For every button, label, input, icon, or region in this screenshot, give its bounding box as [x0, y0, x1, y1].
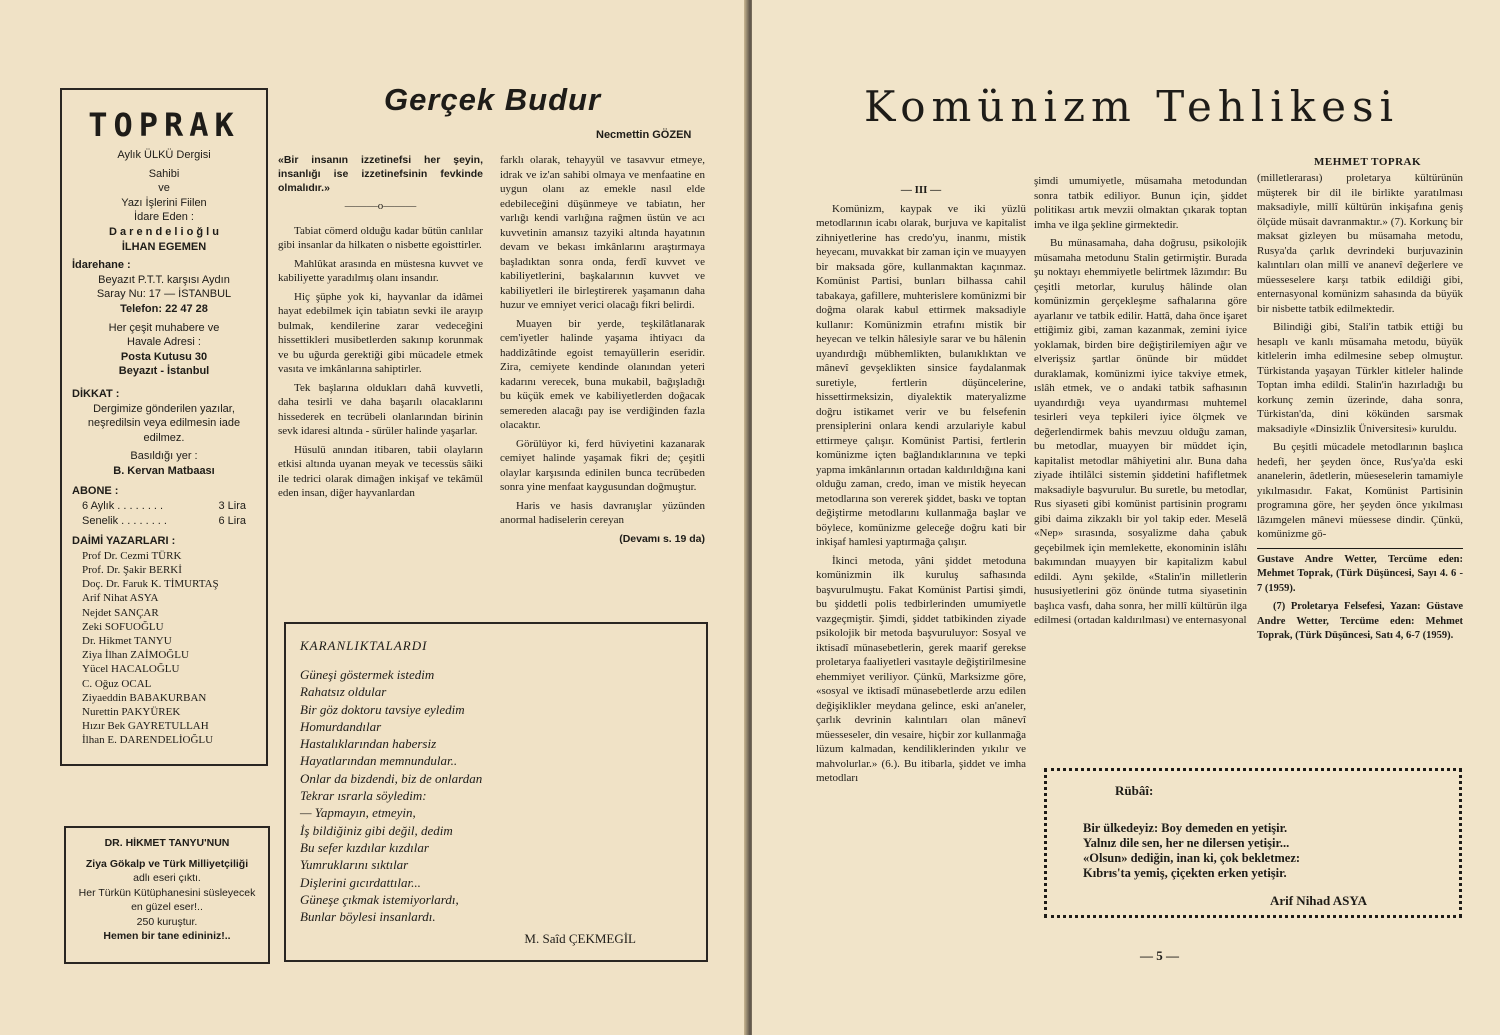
ad-line: Her Türkün Kütüphanesini süsleyecek en güzel eser!..	[78, 886, 256, 913]
ad-line: Ziya Gökalp ve Türk Milliyetçiliği	[85, 857, 249, 870]
article-column-2	[500, 153, 705, 546]
paragraph: Bilindiği gibi, Stali'in tatbik ettiği bu hesaplı ve kanlı müsamaha metodu, büyük kitlelerin imha edilmesine sebep olmuştur. Türkistanda yaşayan Türkler kitleler halinde Toptan imha edildi. Stalin'in hazırladığı bu korkunç zemin üzerinde, daha sonra, Türkistan'da, dini kökünden sarsmak maksadiyle «Dinsizlik Üniversitesi» kuruldu.	[1257, 321, 1463, 435]
rubai-line: «Olsun» dediğin, inan ki, çok bekletmez:	[1083, 851, 1301, 865]
article-epigraph: «Bir insanın izzetinefsi her şeyin, insanlığı ise izzetinefsinin fevkinde olmalıdır.»	[278, 154, 483, 194]
paragraph: Mahlûkat arasında en müstesna kuvvet ve kabiliyette yaradılmış olanı insandır.	[278, 257, 483, 284]
paragraph: Komünizm, kaypak ve iki yüzlü metodlarının icabı olarak, burjuva ve kapitalist zihniyetlerine has credo'yu, inanmı, mistik heyecanı, muvakkat bir zaman için ve muayyen bir maksada göre, kullanmaktan kaçınmaz. Komünist Partisi, bunları bilhassa cahil tabakaya, gafillere, muhterislere komünizmi bir doğma olarak kabul ettirmek maksadiyle kullanır: Komünizmin etrafını mistik bir heyecan ve telkin hâlesiyle sarar ve bu hâlenin uyandırdığı mübhemlikten, bulanıklıktan ve mânevî gevşeklikten sinsice faydalanmak suretiyle, fertlerin düşüncelerine, hissettirmeksizin, diyalektik materyalizme doğru istikamet verir ve bu felsefenin prensiplerini onlara kendi arzulariyle kabul ettirmeye çalışır. Komünist Partisi, fertlerin komünizme içten bağlandıklarınına ve tepki yapma imkânlarının ortadan kaldırıldığına kani olduğu zaman, credo, iman ve mistik heyecan metodlarına son vererek şiddet, baskı ve toptan değiştirme metodlarını kullanmağa başlar ve böylece, komünizme geleceğe doğru kati bir inkişaf hamlesi yaptırmağa çalışır.	[816, 202, 1026, 548]
footnote-rule	[1257, 548, 1463, 549]
writers-list	[72, 549, 256, 748]
footnote: Gustave Andre Wetter, Tercüme eden: Mehmet Toprak, (Türk Düşüncesi, Sayı 4. 6 - 7 (1959).	[1257, 553, 1463, 594]
poem-line: Rahatsız oldular	[300, 684, 387, 700]
poem-line: Bu sefer kızdılar kızdılar	[300, 839, 429, 855]
poem-line: Hayatlarından memnundular..	[300, 753, 458, 769]
page-number: — 5 —	[1140, 948, 1179, 963]
article-author: MEHMET TOPRAK	[1314, 156, 1422, 168]
subscription-price: 6 Lira	[218, 514, 246, 527]
postal-line: Posta Kutusu 30	[120, 350, 208, 363]
subscription-row	[72, 514, 256, 529]
masthead-subtitle: Aylık ÜLKÜ Dergisi	[117, 149, 211, 161]
poem-line: İş bildiğiniz gibi değil, dedim	[300, 822, 453, 838]
article-title: Gerçek Budur	[384, 82, 602, 117]
writer-name: Prof. Dr. Şakir BERKİ	[82, 564, 182, 577]
office-heading: İdarehane :	[72, 259, 131, 272]
paragraph: şimdi umumiyetle, müsamaha metodundan sonra tatbik ediliyor. Bunun için, şiddet politikası artık mevzii olmaktan çıkarak toptan imha ve ilga şekline girmektedir.	[1034, 175, 1247, 231]
left-page	[0, 0, 748, 1035]
paragraph: (milletlerarası) proletarya kültürünün müşterek bir dil ile birlikte yaratılması maksadiyle, millî kültürün inkişafına geniş ölçüde müsait davranmaktır.» (7). Korkunç bir maksat gizleyen bu müsamaha metodu, Rusya'da çarlık devrindeki burjuvazinin kalıntıları olan millî ve ananevî değerlere ve müesseselere karşı tatbik edildiği gibi, enternasyonal komünizm sahasında da büyük bir nisbette tatbik edilmektedir.	[1257, 172, 1463, 315]
paragraph: Bu çeşitli mücadele metodlarının başlıca hedefi, her şeyden önce, Rus'ya'da eski ananelerin, âdetlerin, müeseselerin tamamiyle yıkılmasıdır. Fakat, Komünist Partisinin programına göre, her şeyden önce yıkılması lâzımgelen mânevi müessese dindir. Çünkü, komünizme gö-	[1257, 441, 1463, 540]
owner-line: D a r e n d e l i o ğ l u	[108, 225, 220, 238]
article-column-1	[278, 153, 483, 505]
article-column-3	[1257, 171, 1463, 644]
printer-name: B. Kervan Matbaası	[113, 464, 215, 477]
paragraph: Tabiat cömerd olduğu kadar bütün canlılar gibi insanlar da hilkaten o nisbette egoisttirler.	[278, 224, 483, 251]
subscription-label: Senelik . . . . . . . .	[82, 514, 167, 527]
paragraph: Hiç şüphe yok ki, hayvanlar da idâmei hayat edebilmek için tabiatın sevki ile arayıp bulmak, kendilerine zarar vedeceğini hissettikleri musibetlerden sakınıp korunmak ve bu uğurda gerektiği gibi mücadele etmek vasıta ve imkânlarına sahiptirler.	[278, 290, 483, 375]
poem-title: KARANLIKTALARDI	[300, 638, 428, 653]
office-line: Beyazıt P.T.T. karşısı Aydın	[98, 273, 230, 286]
footnote: (7) Proletarya Felsefesi, Yazan: Güstave Andre Wetter, Tercüme eden: Mehmet Toprak, (Türk Düşüncesi, Satı 4, 6-7 (1959).	[1257, 601, 1463, 641]
poem-line: Hastalıklarından habersiz	[300, 736, 437, 752]
owner-block	[72, 167, 256, 255]
continued-note: (Devamı s. 19 da)	[619, 532, 705, 545]
writer-name: C. Oğuz OCAL	[82, 677, 152, 690]
ad-title: DR. HİKMET TANYU'NUN	[104, 837, 230, 849]
postal-line: Her çeşit muhabere ve	[108, 321, 220, 334]
poem-line: Dişlerini gıcırdattılar...	[300, 874, 421, 890]
masthead-title: TOPRAK	[88, 106, 240, 144]
writer-name: Prof Dr. Cezmi TÜRK	[82, 549, 182, 562]
rubai-line: Kıbrıs'ta yemiş, çiçekten erken yetişir.	[1083, 866, 1287, 880]
writer-name: İlhan E. DARENDELİOĞLU	[82, 734, 214, 747]
ad-line: adlı eseri çıktı.	[133, 872, 201, 884]
paragraph: farklı olarak, tehayyül ve tasavvur etmeye, idrak ve iz'an sahibi olmaya ve menfaatine en uygun olanı az emekle nasıl elde edebileceğini düşünmeye ve tabiatın, her varlığı kendi varlığına rağmen üstün ve acı kuvvetinin amansız tazyiki altında hayatının devam ve bekası imkânlarını araştırmaya başladıktan sonra onda, ferdî kuvvet ve kabiliyetlerini, başkalarının kuvvet ve kabiliyetleri ile birleştirerek yaşamanın daha huzur ve emniyet verici olacağı fikri belirdi.	[500, 154, 705, 311]
writer-name: Arif Nihat ASYA	[82, 592, 159, 605]
article-title: Komünizm Tehlikesi	[864, 82, 1400, 131]
office-line: Saray Nu: 17 — İSTANBUL	[96, 288, 232, 301]
subscription-row	[72, 499, 256, 514]
printer-label: Basıldığı yer :	[130, 450, 198, 463]
poem-line: — Yapmayın, etmeyin,	[300, 805, 416, 821]
poem-box	[284, 622, 708, 962]
article-author: Necmettin GÖZEN	[596, 129, 692, 141]
writer-name: Nurettin PAKYÜREK	[82, 706, 181, 719]
notice-heading: DİKKAT :	[72, 387, 120, 400]
ad-line: 250 kuruştur.	[136, 915, 198, 928]
subscription-price: 3 Lira	[218, 500, 246, 513]
article-column-2	[1034, 174, 1247, 632]
paragraph: Tek başlarına oldukları dahâ kuvvetli, daha tesirli ve daha başarılı olacaklarını hissederek en tecrübeli olanlarından birinin sevk idaresi altında - sürüler halinde yaşarlar.	[278, 381, 483, 437]
rubai-line: Yalnız dile sen, her ne dilersen yetişir...	[1083, 836, 1290, 850]
postal-block	[72, 321, 256, 379]
poem-line: Bunlar böylesi insanlardı.	[300, 909, 436, 925]
poem-line: Onlar da bizdendi, biz de onlardan	[300, 770, 483, 786]
poem-author: M. Saîd ÇEKMEGİL	[524, 931, 636, 947]
rubai-title: Rübâî:	[1115, 783, 1154, 798]
poem-line: Güneşi göstermek istedim	[300, 667, 435, 682]
poem-line: Güneşe çıkmak istemiyorlardı,	[300, 891, 459, 907]
writer-name: Dr. Hikmet TANYU	[82, 635, 172, 648]
paragraph: Haris ve hasis davranışlar yüzünden anormal hadiselerin cereyan	[500, 499, 705, 526]
writer-name: Hızır Bek GAYRETULLAH	[82, 720, 209, 733]
rubai-line: Bir ülkedeyiz: Boy demeden en yetişir.	[1083, 821, 1288, 835]
writers-heading: DAİMİ YAZARLARI :	[72, 535, 176, 548]
rubai-box	[1044, 768, 1462, 918]
paragraph: Hüsulü anından itibaren, tabii olayların etkisi altında uyanan meyak ve tecessüs sâiki ile tedrici olarak dimağen inkişaf ve tekâmül eden insan, diğer hayvanlardan	[278, 443, 483, 499]
writer-name: Ziyaeddin BABAKURBAN	[82, 691, 207, 704]
ad-line: Hemen bir tane edininiz!..	[103, 930, 231, 942]
right-page	[752, 0, 1500, 1035]
notice-text: Dergimize gönderilen yazılar, neşredilsin veya edilmesin iade edilmez.	[87, 402, 241, 444]
poem-line: Yumruklarını sıktılar	[300, 857, 409, 873]
paragraph: Görülüyor ki, ferd hüviyetini kazanarak cemiyet halinde yaşamak fikri de; çeşitli olaylar karşısında edinilen bunca tecrübeden sonra yine menfaat kaygusundan doğmuştur.	[500, 437, 705, 493]
owner-line: Yazı İşlerini Fiilen	[121, 196, 207, 209]
section-number: — III —	[900, 184, 942, 196]
paragraph: Bu münasamaha, daha doğrusu, psikolojik müsamaha metodunu Stalin getirmiştir. Burada şu noktayı ehemmiyetle belirtmek lâzımdır: Bu çeşitli metorlar, kuruluş hâlinde olan komünizmin gerçekleşme safhalarına göre ayarlanır ve tatbik edilir. Hattâ, daha önce işaret ettiğimiz gibi, zaman kazanmak, zemini iyice yoklamak, birden bire değiştirilemiyen ağır ve elverişsiz şartlar önünde bir müddet duraklamak, komünizmi iyice takviye etmek, ıslâh etmek, ve o andaki tatbik safhasının uyandırdığı veya uyandırması muhtemel tesirleri veya tepkileri iyice ölçmek ve değerlendirmek bahis mevzuu olduğu zaman, bu metodlar, muayyen bir müddet için, kapitalist metodlar mâhiyetini alır. Buna daha ziyade ihtilâlci sistemin şiddetini hafifletmek maksadiyle başvurulur. Bu suretle, bu metodlar, Rus siyaseti gibi komünist partisinin programı gibi daima zikzaklı bir yol takip eder. Meselâ «Nep» sırasında, sosyalizme daha çabuk geçebilmek için memlekette, ekonominin islâhı bakımından muayyen bir kapitalizm kabul edildi. Aynı şekilde, «Stalin'in milletlerin hususiyetlerini göz önünde tutma siyasetinin başlıca vasfı, daha sonra, her millî kültürün ilga edilmesi (ortadan kaldırılması) ve enternasyonal	[1034, 237, 1247, 626]
subscription-heading: ABONE :	[72, 485, 119, 498]
paragraph: İkinci metoda, yâni şiddet metoduna komünizmin ilk kuruluş safhasında başvurulmuştu. Fakat Komünist Partisi şimdi, bu şiddetli polis tedbirlerinden umumiyetle vazgeçmiştir. Şimdi, şiddet tatbikinden ziyade psikolojik bir metoda başvuruluyor: Sosyal ve iktisadî münasebetlerin, gerek maarif gerekse proletarya faaliyetleri vasıtayle değiştirilmesine ehemmiyet veriliyor. Çünkü, Marksizme göre, «sosyal ve iktisadî münasebetlerde arzu edilen değişiklikler meydana gelince, eski an'aneler, çarlık devrinin kalıntıları olan mânevî müesseseler, din vesaire, hiçbir zor kullanmağa lüzum kalmadan, kendiliklerinden yıkılır ve mahvolurlar.» (6.). Bu itibarla, şiddet ve imha metodları	[816, 554, 1026, 784]
postal-line: Beyazıt - İstanbul	[118, 365, 210, 378]
writer-name: Ziya İlhan ZAİMOĞLU	[82, 649, 189, 662]
writer-name: Nejdet SANÇAR	[82, 606, 159, 619]
writer-name: Doç. Dr. Faruk K. TİMURTAŞ	[82, 578, 219, 591]
masthead-box	[60, 88, 268, 766]
writer-name: Yücel HACALOĞLU	[82, 663, 180, 676]
epigraph-separator: ———o———	[344, 200, 417, 212]
owner-line: İdare Eden :	[134, 211, 194, 224]
owner-line: Sahibi	[148, 167, 180, 180]
poem-line: Homurdandılar	[300, 718, 382, 734]
poem-line: Bir göz doktoru tavsiye eyledim	[300, 701, 465, 717]
paragraph: Muayen bir yerde, teşkilâtlanarak cem'iyetler halinde yaşama ihtiyacı da haddizâtinde egoist temayüllerin eseridir. Zira, cemiyete kendinde olanından yeteri kadarını verecek, buna mukabil, bağışladığı bu küçük emek ve kabiliyetlerden doğacak semereden alacağı pay ise verdiğinden fazla olacaktır.	[500, 317, 705, 431]
postal-line: Havale Adresi :	[127, 336, 201, 349]
subscription-label: 6 Aylık . . . . . . . .	[82, 500, 164, 513]
office-block	[72, 273, 256, 317]
owner-line: ve	[158, 182, 170, 195]
writer-name: Zeki SOFUOĞLU	[82, 620, 164, 633]
article-column-1	[816, 183, 1026, 790]
poem-line: Tekrar ısrarla söyledim:	[300, 788, 427, 804]
owner-name: İLHAN EGEMEN	[121, 240, 207, 253]
office-phone: Telefon: 22 47 28	[120, 302, 208, 315]
book-ad-box	[64, 826, 270, 964]
rubai-author: Arif Nihad ASYA	[1269, 893, 1367, 908]
